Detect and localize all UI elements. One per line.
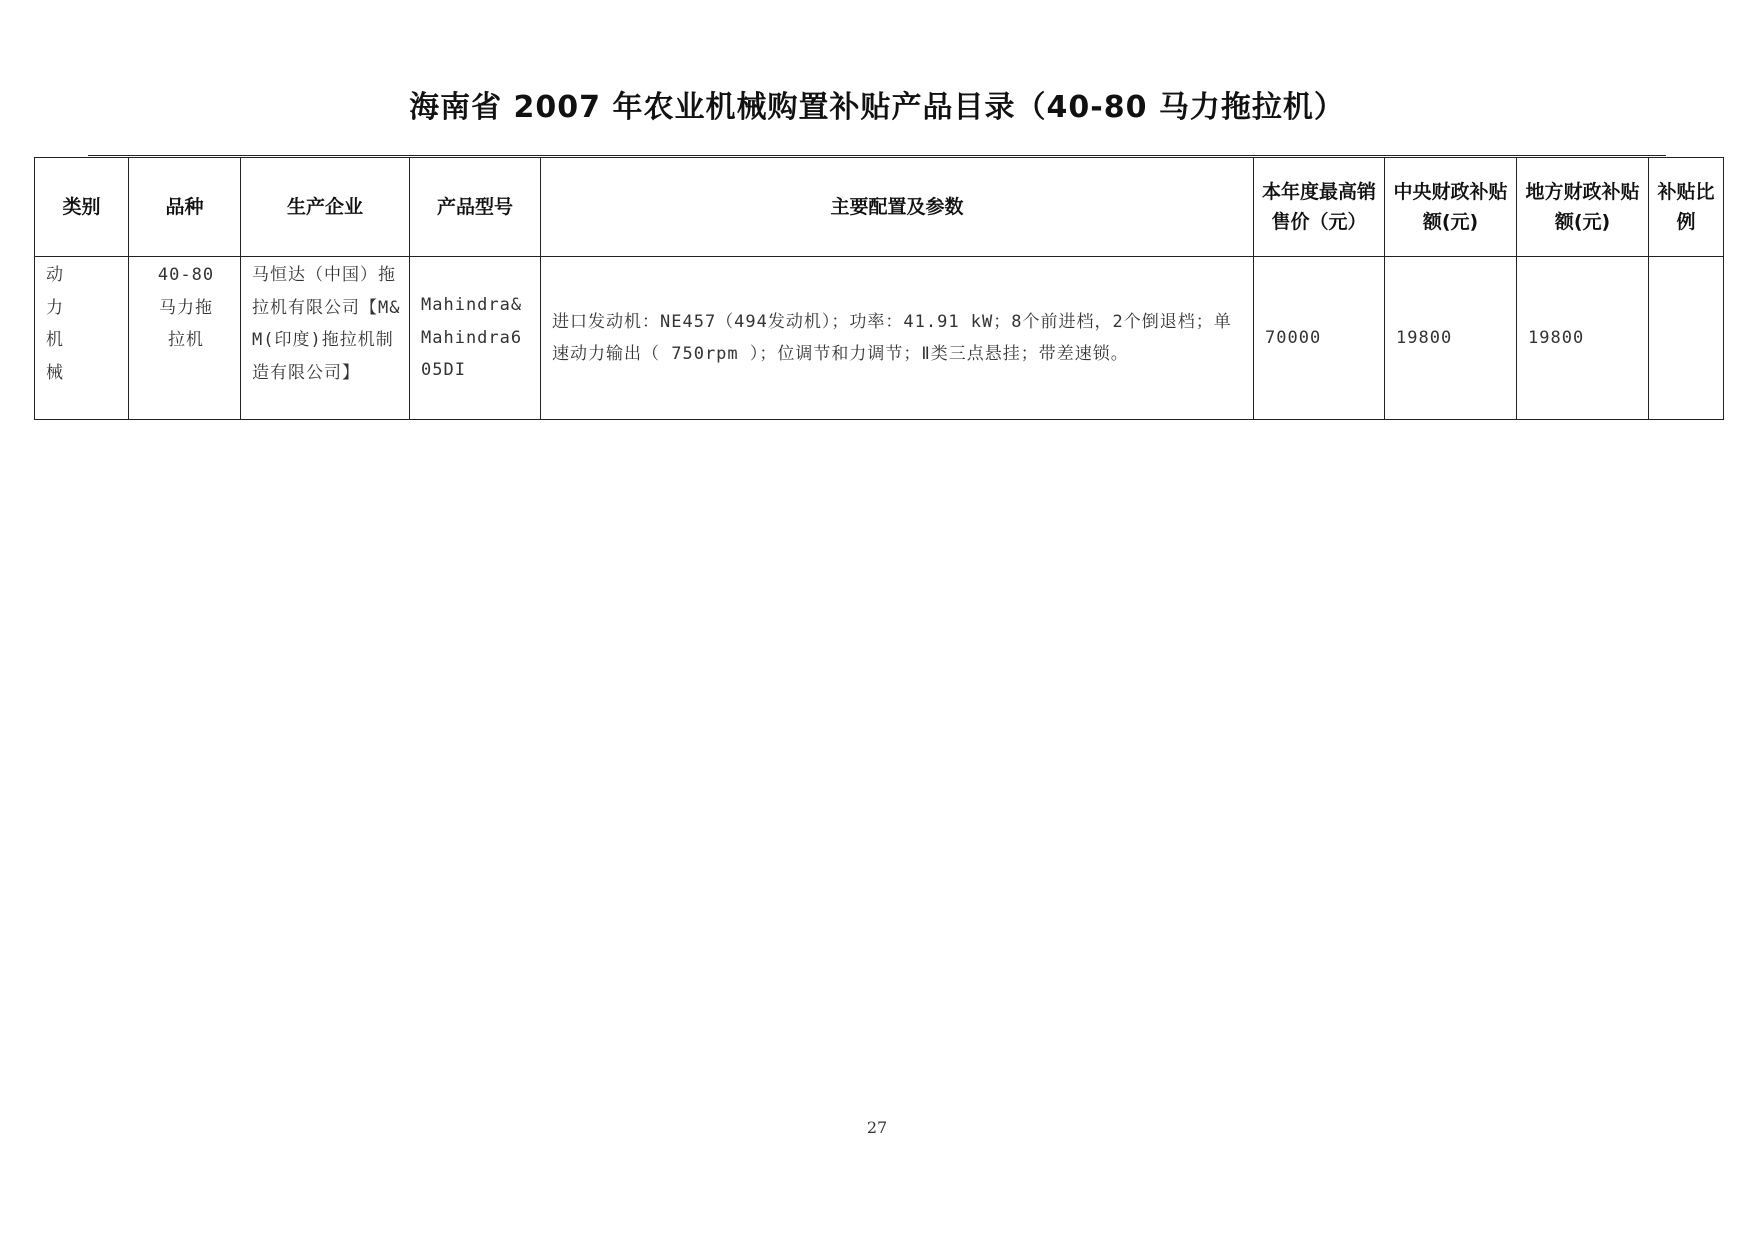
header-config: 主要配置及参数 xyxy=(541,158,1254,257)
variety-text: 40-80马力拖拉机 xyxy=(157,265,215,350)
cell-category xyxy=(35,257,129,420)
cell-local-subsidy: 19800 xyxy=(1517,257,1649,420)
category-text: 动力机械 xyxy=(46,265,64,383)
table-row xyxy=(35,257,1724,420)
cell-central-subsidy: 19800 xyxy=(1385,257,1517,420)
header-max-price: 本年度最高销售价（元） xyxy=(1254,158,1385,257)
document-title: 海南省 2007 年农业机械购置补贴产品目录（40-80 马力拖拉机） xyxy=(409,90,1345,125)
header-model: 产品型号 xyxy=(410,158,541,257)
cell-max-price: 70000 xyxy=(1254,257,1385,420)
header-variety: 品种 xyxy=(129,158,241,257)
model-text: Mahindra&Mahindra605DI xyxy=(421,295,523,381)
header-central-subsidy: 中央财政补贴额(元) xyxy=(1385,158,1517,257)
subsidy-catalog-table xyxy=(34,157,1724,420)
header-manufacturer: 生产企业 xyxy=(241,158,410,257)
cell-ratio xyxy=(1649,257,1724,420)
cell-variety xyxy=(129,257,241,420)
config-text: 进口发动机：NE457（494发动机）；功率：41.91 kW；8个前进档，2个倒退档；单速动力输出（ 750rpm ）；位调节和力调节；Ⅱ类三点悬挂；带差速锁。 xyxy=(552,311,1232,364)
cell-config xyxy=(541,257,1254,420)
cell-manufacturer xyxy=(241,257,410,420)
manufacturer-text: 马恒达（中国）拖拉机有限公司【M&M(印度)拖拉机制造有限公司】 xyxy=(252,265,401,383)
header-ratio: 补贴比例 xyxy=(1649,158,1724,257)
page-number: 27 xyxy=(866,1118,888,1137)
header-category: 类别 xyxy=(35,158,129,257)
cell-model xyxy=(410,257,541,420)
header-local-subsidy: 地方财政补贴额(元) xyxy=(1517,158,1649,257)
title-rule xyxy=(88,155,1666,156)
table-header-row xyxy=(35,158,1724,257)
